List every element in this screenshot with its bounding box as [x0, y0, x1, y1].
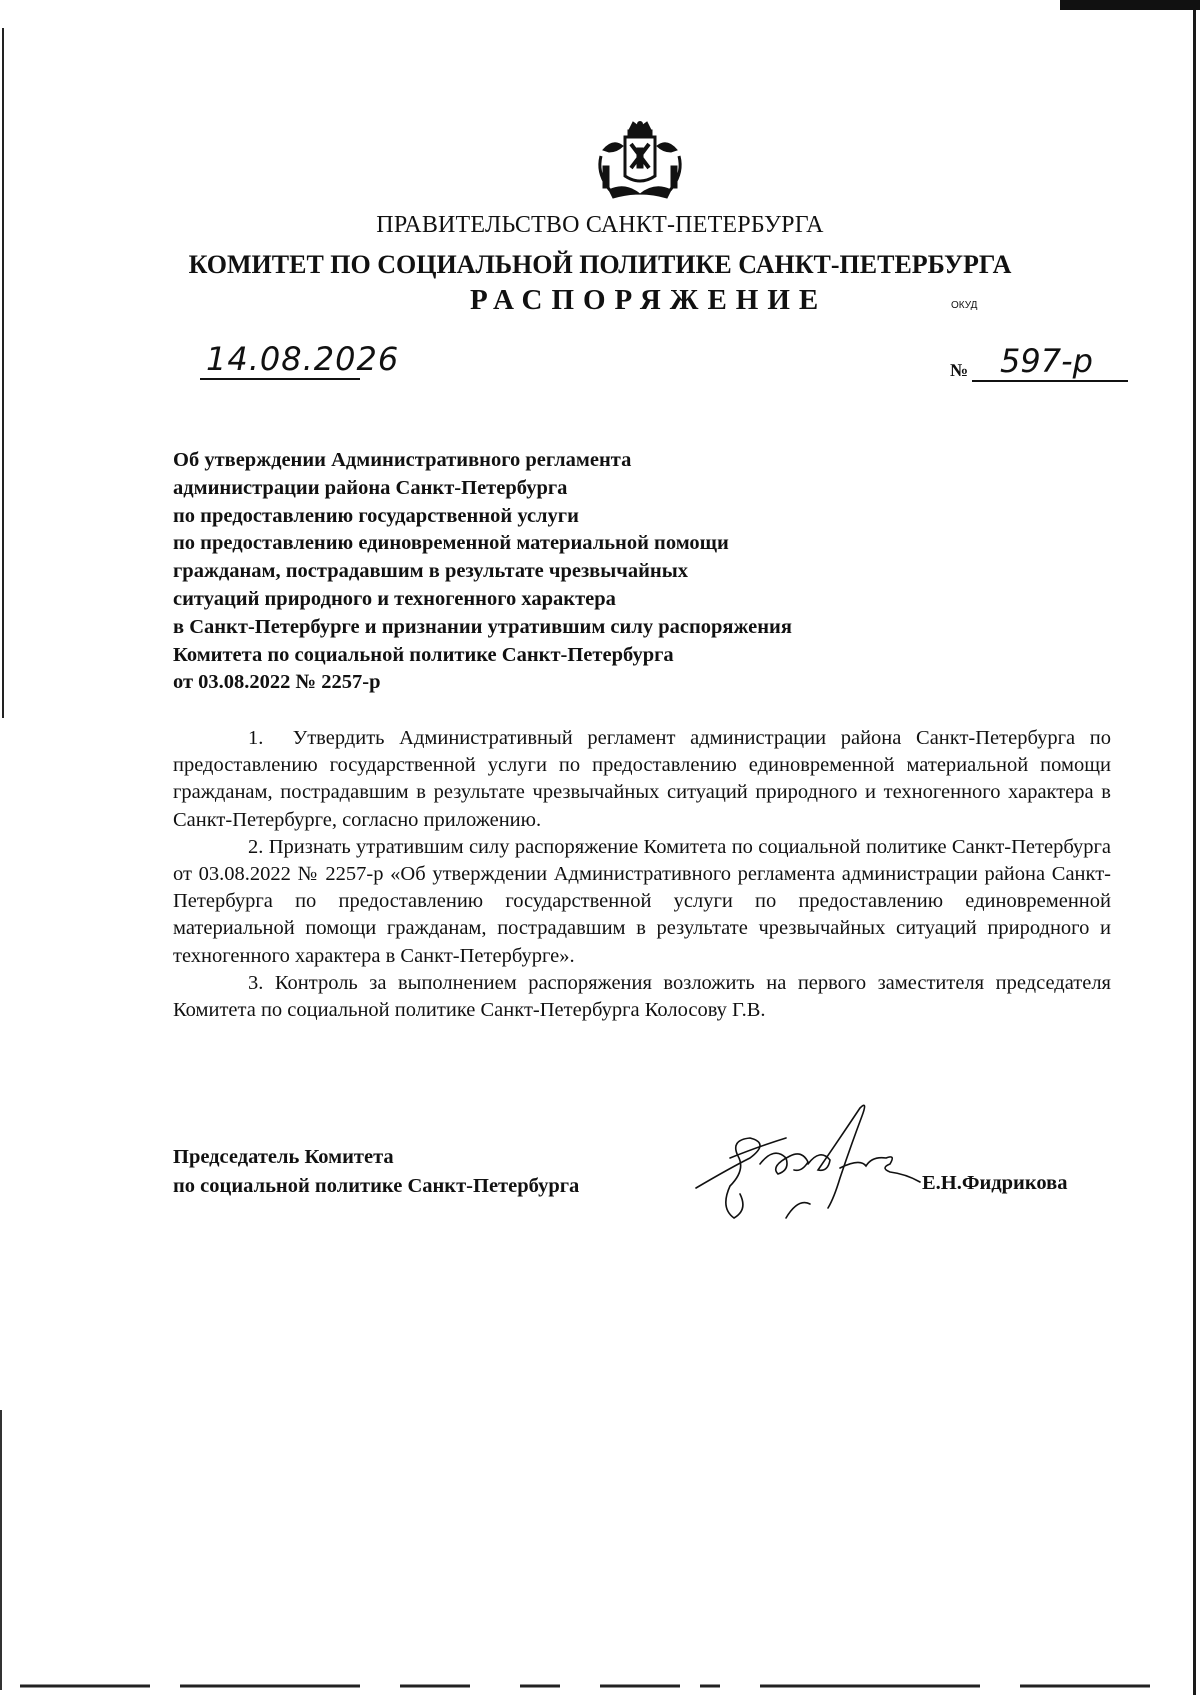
scan-edge: [0, 1683, 1200, 1689]
date-underline: [200, 378, 360, 380]
paragraph-3: 3. Контроль за выполнением распоряжения возложить на первого заместителя председателя Комитета по социальной политике Санкт-Петербурга Колосову Г.В.: [173, 971, 1111, 1022]
scan-edge: [1060, 0, 1200, 10]
title-line: в Санкт-Петербурге и признании утратившим силу распоряжения: [173, 615, 792, 638]
title-line: администрации района Санкт-Петербурга: [173, 476, 568, 499]
paragraph-2: 2. Признать утратившим силу распоряжение Комитета по социальной политике Санкт-Петербурга от 03.08.2022 № 2257-р «Об утверждении Административного регламента администрации района Санкт-Петербурга по предоставлению государственной услуги по предоставлению единовременной материальной помощи гражданам, пострадавшим в результате чрезвычайных ситуаций природного и техногенного характера в Санкт-Петербурге».: [173, 835, 1111, 967]
coat-of-arms-icon: [595, 120, 685, 208]
title-line: по предоставлению единовременной материальной помощи: [173, 532, 729, 555]
title-line: по предоставлению государственной услуги: [173, 504, 579, 527]
signatory-role-line: Председатель Комитета: [173, 1146, 394, 1168]
signatory-role-line: по социальной политике Санкт-Петербурга: [173, 1175, 580, 1197]
title-line: от 03.08.2022 № 2257-р: [173, 671, 381, 694]
number-sign: №: [950, 360, 969, 380]
title-line: Об утверждении Административного регламента: [173, 449, 632, 471]
title-line: ситуаций природного и техногенного характера: [173, 587, 616, 610]
document-body: [173, 725, 1111, 1024]
signatory-name: Е.Н.Фидрикова: [922, 1172, 1068, 1194]
government-name: ПРАВИТЕЛЬСТВО САНКТ-ПЕТЕРБУРГА: [376, 212, 824, 238]
document-date: 14.08.2026: [206, 340, 400, 378]
okud-label: ОКУД: [951, 300, 978, 311]
number-underline: [972, 380, 1128, 382]
paragraph-1: 1. Утвердить Административный регламент администрации района Санкт-Петербурга по предоставлению государственной услуги по предоставлению единовременной материальной помощи гражданам, пострадавшим в результате чрезвычайных ситуаций природного и техногенного характера в Санкт-Петербурге, согласно приложению.: [173, 727, 1111, 831]
signatory-role: [173, 1143, 579, 1201]
committee-name: КОМИТЕТ ПО СОЦИАЛЬНОЙ ПОЛИТИКЕ САНКТ-ПЕТЕРБУРГА: [188, 250, 1012, 279]
title-line: Комитета по социальной политике Санкт-Петербурга: [173, 643, 674, 666]
handwritten-signature: [690, 1098, 950, 1238]
scan-edge: [0, 1410, 2, 1690]
document-number: 597-р: [1000, 342, 1093, 380]
document-type: РАСПОРЯЖЕНИЕ: [470, 284, 828, 316]
document-title: [173, 447, 933, 697]
scan-edge: [2, 28, 4, 718]
title-line: гражданам, пострадавшим в результате чрезвычайных: [173, 560, 688, 583]
